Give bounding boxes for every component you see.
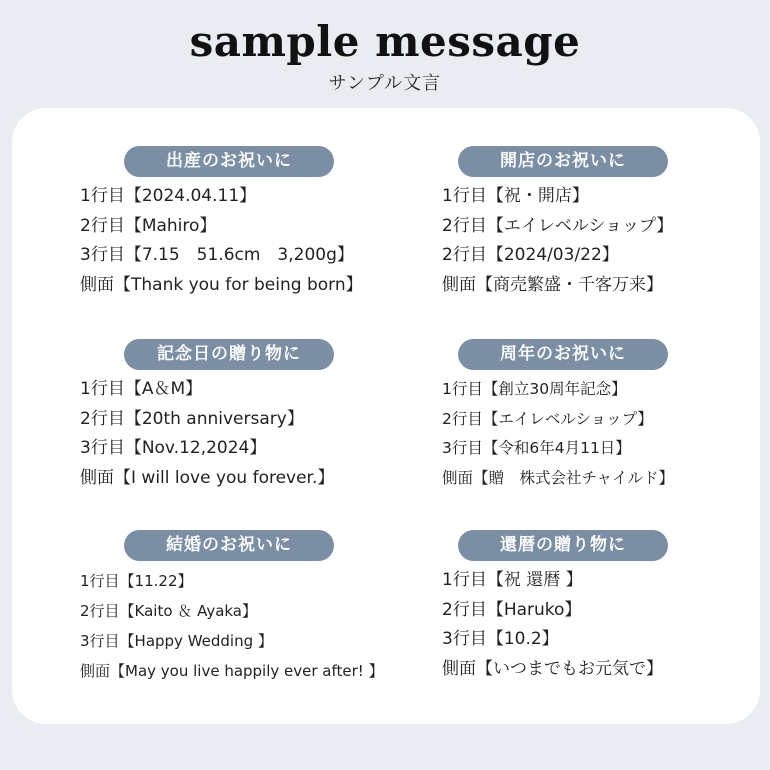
section-line: 1行目【祝 還暦 】	[442, 570, 583, 590]
section-line: 1行目【A＆M】	[80, 379, 203, 399]
section-heading: 開店のお祝いに	[458, 146, 668, 177]
section-line: 2行目【Haruko】	[442, 600, 582, 620]
section-line: 3行目【令和6年4月11日】	[442, 439, 631, 457]
section-line: 側面【Thank you for being born】	[80, 275, 363, 295]
section-heading: 出産のお祝いに	[124, 146, 334, 177]
section-store-opening	[442, 146, 742, 306]
page-title: sample message	[189, 17, 581, 66]
page-subtitle: サンプル文言	[328, 73, 442, 94]
section-wedding	[80, 530, 400, 690]
section-line: 3行目【7.15 51.6cm 3,200g】	[80, 245, 354, 265]
section-line: 側面【商売繁盛・千客万来】	[442, 275, 663, 295]
section-heading: 記念日の贈り物に	[124, 339, 334, 370]
section-line: 2行目【エイレベルショップ】	[442, 410, 653, 428]
section-line: 1行目【11.22】	[80, 572, 193, 590]
section-line: 2行目【エイレベルショップ】	[442, 216, 674, 236]
section-company-anniversary	[442, 339, 742, 499]
section-line: 3行目【Happy Wedding 】	[80, 632, 273, 650]
section-line: 2行目【2024/03/22】	[442, 245, 619, 265]
section-heading: 還暦の贈り物に	[458, 530, 668, 561]
section-line: 2行目【Kaito ＆ Ayaka】	[80, 602, 257, 620]
section-anniversary-gift	[80, 339, 400, 499]
section-line: 2行目【Mahiro】	[80, 216, 217, 236]
section-line: 側面【May you live happily ever after! 】	[80, 662, 384, 680]
section-line: 1行目【創立30周年記念】	[442, 380, 627, 398]
section-kanreki-gift	[442, 530, 742, 690]
section-birth	[80, 146, 400, 306]
section-heading: 周年のお祝いに	[458, 339, 668, 370]
section-line: 3行目【10.2】	[442, 629, 559, 649]
section-heading: 結婚のお祝いに	[124, 530, 334, 561]
message-card	[12, 108, 760, 724]
section-line: 側面【I will love you forever.】	[80, 468, 335, 488]
section-line: 側面【いつまでもお元気で】	[442, 659, 663, 679]
section-line: 1行目【祝・開店】	[442, 186, 589, 206]
section-line: 3行目【Nov.12,2024】	[80, 438, 267, 458]
section-line: 2行目【20th anniversary】	[80, 409, 304, 429]
section-line: 側面【贈 株式会社チャイルド】	[442, 469, 675, 487]
section-line: 1行目【2024.04.11】	[80, 186, 257, 206]
